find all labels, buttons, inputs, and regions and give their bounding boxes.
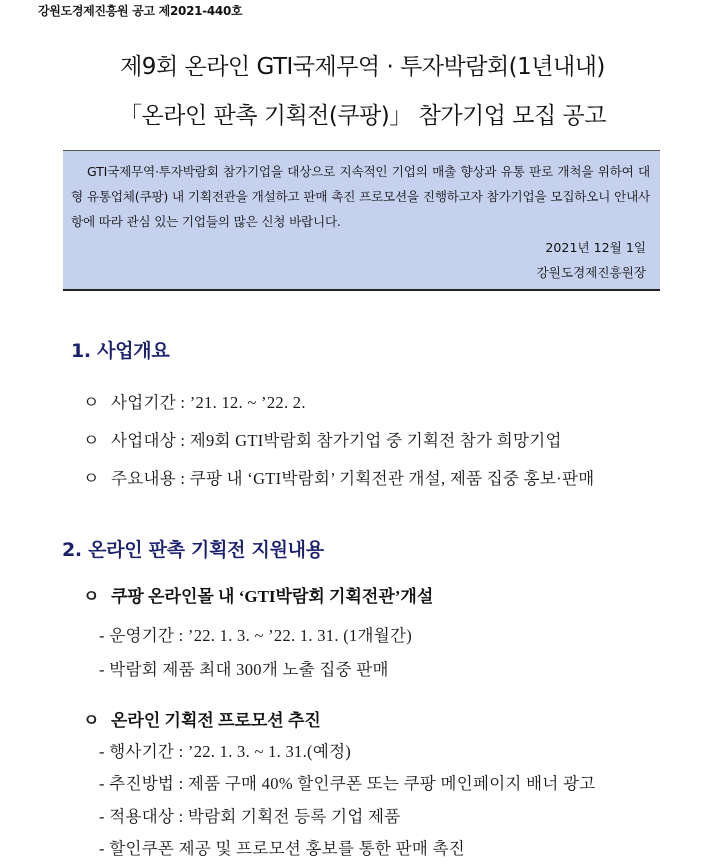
intro-box bbox=[63, 150, 660, 291]
list-item: - 추진방법 : 제품 구매 40% 할인쿠폰 또는 쿠팡 메인페이지 배너 광고 bbox=[99, 774, 596, 793]
list-item: 주요내용 : 쿠팡 내 ‘GTI박람회’ 기획전관 개설, 제품 집중 홍보·판매 bbox=[111, 465, 594, 489]
list-item: - 적용대상 : 박람회 기획전 등록 기업 제품 bbox=[99, 807, 401, 826]
group-title: 온라인 기획전 프로모션 추진 bbox=[111, 711, 321, 730]
circle-bullet: ㅇ bbox=[83, 431, 100, 450]
page-title-line1: 제9회 온라인 GTI국제무역 · 투자박람회(1년내내) bbox=[120, 54, 605, 80]
section1-heading: 1. 사업개요 bbox=[71, 340, 170, 362]
item-label: 사업기간 bbox=[111, 393, 176, 412]
group-bullet bbox=[83, 582, 99, 607]
list-item: - 할인쿠폰 제공 및 프로모션 홍보를 통한 판매 촉진 bbox=[99, 839, 465, 858]
issuer-signature: 강원도경제진흥원장 bbox=[536, 265, 646, 280]
circle-bullet: ㅇ bbox=[83, 587, 100, 606]
list-item bbox=[83, 426, 99, 451]
circle-bullet: ㅇ bbox=[83, 393, 100, 412]
item-value: 제9회 GTI박람회 참가기업 중 기획전 참가 희망기업 bbox=[189, 431, 562, 450]
list-item: 사업기간 : ’21. 12. ~ ’22. 2. bbox=[111, 389, 306, 413]
group-bullet bbox=[83, 706, 99, 731]
item-label: 주요내용 bbox=[111, 469, 176, 488]
announcement-date: 2021년 12월 1일 bbox=[545, 240, 646, 255]
list-item bbox=[83, 388, 99, 413]
page-title-line2: 「온라인 판촉 기획전(쿠팡)」 참가기업 모집 공고 bbox=[119, 103, 606, 129]
group-title: 쿠팡 온라인몰 내 ‘GTI박람회 기획전관’개설 bbox=[111, 587, 434, 606]
item-value: ’21. 12. ~ ’22. 2. bbox=[189, 393, 306, 412]
circle-bullet: ㅇ bbox=[83, 711, 100, 730]
document-number: 강원도경제진흥원 공고 제2021-440호 bbox=[38, 4, 243, 18]
list-item: 사업대상 : 제9회 GTI박람회 참가기업 중 기획전 참가 희망기업 bbox=[111, 427, 562, 451]
list-item: - 운영기간 : ’22. 1. 3. ~ ’22. 1. 31. (1개월간) bbox=[99, 626, 413, 645]
section2-heading: 2. 온라인 판촉 기획전 지원내용 bbox=[62, 539, 324, 561]
circle-bullet: ㅇ bbox=[83, 469, 100, 488]
intro-text: GTI국제무역·투자박람회 참가기업을 대상으로 지속적인 기업의 매출 향상과 유통 판로 개척을 위하여 대형 유통업체(쿠팡) 내 기획전관을 개설하고 판매 촉진 프로모션을 진행하고자 참가기업을 모집하오니 안내사항에 따라 관심 있는 기업들의 많은 신청 바랍니다. bbox=[71, 164, 650, 229]
list-item: - 행사기간 : ’22. 1. 3. ~ 1. 31.(예정) bbox=[99, 742, 352, 761]
item-value: 쿠팡 내 ‘GTI박람회’ 기획전관 개설, 제품 집중 홍보·판매 bbox=[189, 469, 595, 488]
item-label: 사업대상 bbox=[111, 431, 176, 450]
list-item bbox=[83, 464, 99, 489]
list-item: - 박람회 제품 최대 300개 노출 집중 판매 bbox=[99, 660, 389, 679]
